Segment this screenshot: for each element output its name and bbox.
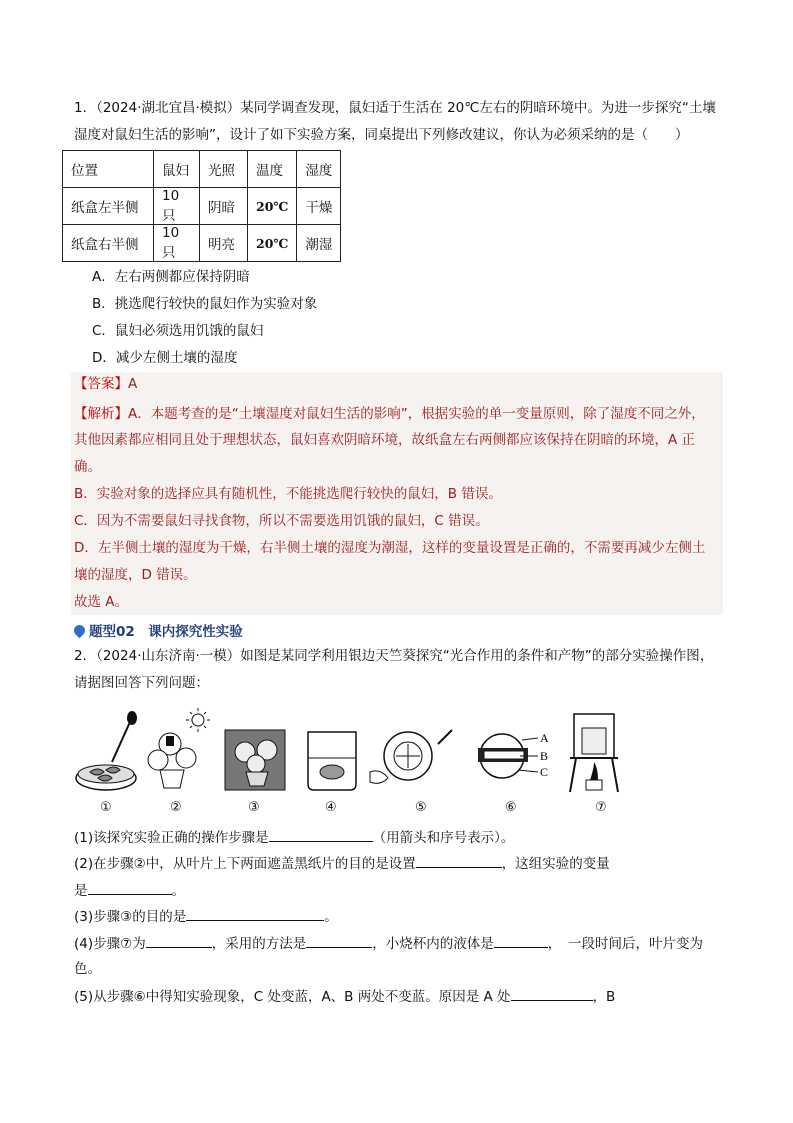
water-bath-icon	[570, 714, 618, 792]
conclusion: 故选 A。	[74, 594, 129, 610]
table-header-row	[63, 151, 341, 188]
label-b: B	[540, 749, 549, 763]
analysis-text: A．本题考查的是“土壤湿度对鼠妇生活的影响”，根据实验的单一变量原则，除了湿度不同之外，	[128, 406, 705, 422]
beaker-icon	[308, 732, 356, 790]
answer-blank[interactable]	[88, 880, 172, 895]
table-cell: 20℃	[248, 225, 297, 262]
analysis-label: 【解析】	[74, 406, 128, 422]
table-header-cell: 鼠妇	[154, 151, 200, 188]
q2-stem-line2: 请据图回答下列问题：	[74, 675, 209, 691]
sub-question-4-cont: 色。	[74, 961, 101, 977]
table-cell: 阴暗	[200, 188, 248, 225]
figure-label-7: ⑦	[595, 800, 607, 815]
q1-stem-line2: 湿度对鼠妇生活的影响”，设计了如下实验方案，同桌提出下列修改建议，你认为必须采纳的是（ ）	[74, 127, 689, 143]
table-header-cell: 位置	[63, 151, 154, 188]
label-c: C	[540, 765, 549, 779]
table-cell: 10 只	[154, 188, 200, 225]
option-c: C．鼠妇必须选用饥饿的鼠妇	[92, 323, 264, 339]
answer-label: 【答案】	[74, 376, 128, 392]
analysis-line1	[74, 404, 705, 424]
section-title	[74, 620, 243, 640]
table-row	[63, 188, 341, 225]
analysis-line-d1: D．左半侧土壤的湿度为干燥，右半侧土壤的湿度为潮湿，这样的变量设置是正确的，不需要再减少左侧土	[74, 540, 706, 556]
figure-label-5: ⑤	[415, 800, 427, 815]
sub-question-2-cont: 是 。	[74, 880, 185, 901]
dark-box-plant-icon	[225, 730, 285, 790]
answer-value: A	[128, 376, 138, 392]
analysis-line-d2: 壤的湿度，D 错误。	[74, 567, 197, 583]
table-cell: 20℃	[248, 188, 297, 225]
analysis-line2: 其他因素都应相同且处于理想状态，鼠妇喜欢阴暗环境，故纸盒左右两侧都应该保持在阴暗的环境，A 正	[74, 432, 696, 448]
leaf-dropper-icon	[370, 730, 452, 783]
table-header-cell: 湿度	[297, 151, 341, 188]
experiment-steps-illustration	[70, 700, 650, 825]
location-pin-icon	[72, 622, 88, 638]
label-a: A	[540, 731, 549, 745]
option-b: B．挑选爬行较快的鼠妇作为实验对象	[92, 296, 318, 312]
answer-line	[74, 374, 137, 394]
option-d: D．减少左侧土壤的湿度	[92, 350, 238, 366]
answer-blank[interactable]	[494, 933, 548, 948]
sub-question-2: (2)在步骤②中，从叶片上下两面遮盖黑纸片的目的是设置 ，这组实验的变量	[74, 853, 610, 874]
sub-question-5: (5)从步骤⑥中得知实验现象，C 处变蓝，A、B 两处不变蓝。原因是 A 处 ，B	[74, 986, 615, 1007]
experiment-table	[62, 150, 341, 262]
analysis-line3: 确。	[74, 459, 101, 475]
table-cell: 10 只	[154, 225, 200, 262]
experiment-figures	[70, 700, 650, 820]
figure-label-3: ③	[248, 800, 260, 815]
table-cell: 潮湿	[297, 225, 341, 262]
table-cell: 纸盒右半侧	[63, 225, 154, 262]
sub-question-4: (4)步骤⑦为 ，采用的方法是 ，小烧杯内的液体是 ， 一段时间后，叶片变为	[74, 933, 703, 954]
answer-blank[interactable]	[186, 906, 324, 921]
figure-label-6: ⑥	[505, 800, 517, 815]
answer-blank[interactable]	[146, 933, 212, 948]
table-cell: 干燥	[297, 188, 341, 225]
sub-question-3: (3)步骤③的目的是 。	[74, 906, 338, 927]
table-header-cell: 温度	[248, 151, 297, 188]
analysis-line-c: C．因为不需要鼠妇寻找食物，所以不需要选用饥饿的鼠妇，C 错误。	[74, 513, 489, 529]
answer-blank[interactable]	[306, 933, 372, 948]
sub-question-1: (1)该探究实验正确的操作步骤是 （用箭头和序号表示）。	[74, 827, 514, 848]
answer-blank[interactable]	[269, 827, 373, 842]
figure-label-2: ②	[170, 800, 182, 815]
answer-blank[interactable]	[511, 986, 593, 1001]
option-a: A．左右两侧都应保持阴暗	[92, 269, 250, 285]
figure-label-4: ④	[325, 800, 337, 815]
masked-leaf-icon	[478, 731, 549, 779]
analysis-line-b: B．实验对象的选择应具有随机性，不能挑选爬行较快的鼠妇，B 错误。	[74, 486, 502, 502]
q2-stem-line1: 2．（2024·山东济南·一模）如图是某同学利用银边天竺葵探究“光合作用的条件和产物”的部分实验操作图，	[74, 648, 714, 664]
figure-label-1: ①	[100, 800, 112, 815]
petri-dish-icon	[76, 711, 137, 790]
table-cell: 纸盒左半侧	[63, 188, 154, 225]
table-cell: 明亮	[200, 225, 248, 262]
table-header-cell: 光照	[200, 151, 248, 188]
answer-blank[interactable]	[416, 853, 502, 868]
section-title-text: 题型02 课内探究性实验	[89, 624, 243, 640]
table-row	[63, 225, 341, 262]
potted-plant-sun-icon	[148, 708, 210, 788]
q1-stem-line1: 1．（2024·湖北宜昌·模拟）某同学调查发现，鼠妇适于生活在 20℃左右的阴暗环境中。为进一步探究“土壤	[74, 100, 716, 116]
